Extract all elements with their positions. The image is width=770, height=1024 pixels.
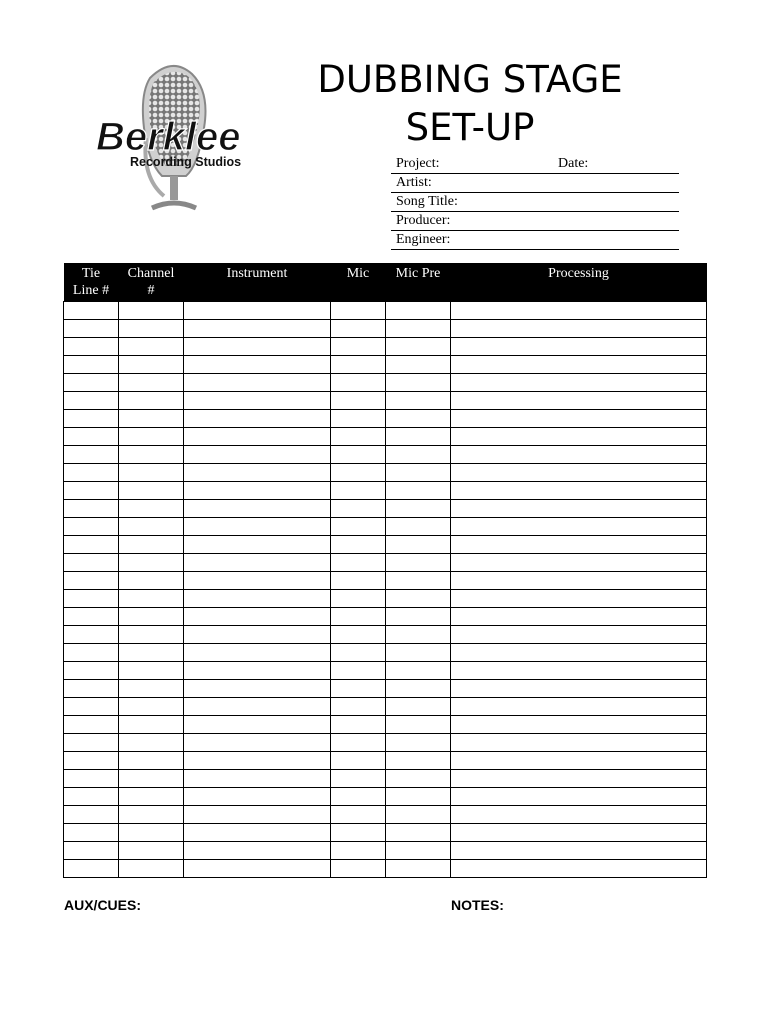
cell-mic[interactable] (331, 518, 386, 536)
cell-instrument[interactable] (184, 734, 331, 752)
table-row (64, 392, 707, 410)
cell-mic-pre[interactable] (386, 302, 451, 320)
date-label: Date: (558, 156, 589, 171)
cell-channel[interactable] (119, 464, 184, 482)
artist-field[interactable] (391, 174, 679, 193)
table-row (64, 302, 707, 320)
table-row (64, 482, 707, 500)
cell-tie-line[interactable] (64, 698, 119, 716)
cell-tie-line[interactable] (64, 572, 119, 590)
table-row (64, 518, 707, 536)
cell-instrument[interactable] (184, 590, 331, 608)
page-title (290, 56, 650, 152)
cell-mic[interactable] (331, 680, 386, 698)
cell-mic-pre[interactable] (386, 392, 451, 410)
table-row (64, 680, 707, 698)
table-row (64, 806, 707, 824)
cell-mic-pre[interactable] (386, 338, 451, 356)
cell-instrument[interactable] (184, 824, 331, 842)
cell-tie-line[interactable] (64, 428, 119, 446)
berklee-logo (92, 58, 252, 218)
table-row (64, 734, 707, 752)
cell-channel[interactable] (119, 374, 184, 392)
cell-mic[interactable] (331, 734, 386, 752)
cell-mic-pre[interactable] (386, 626, 451, 644)
cell-channel[interactable] (119, 572, 184, 590)
cell-processing[interactable] (451, 788, 707, 806)
cell-tie-line[interactable] (64, 842, 119, 860)
cell-instrument[interactable] (184, 752, 331, 770)
cell-tie-line[interactable] (64, 320, 119, 338)
cell-tie-line[interactable] (64, 680, 119, 698)
cell-mic[interactable] (331, 536, 386, 554)
project-label: Project: (396, 156, 440, 171)
cell-instrument[interactable] (184, 374, 331, 392)
cell-mic[interactable] (331, 464, 386, 482)
table-row (64, 410, 707, 428)
cell-tie-line[interactable] (64, 446, 119, 464)
cell-instrument[interactable] (184, 806, 331, 824)
cell-channel[interactable] (119, 590, 184, 608)
cell-instrument[interactable] (184, 518, 331, 536)
cell-mic[interactable] (331, 662, 386, 680)
engineer-field[interactable] (391, 231, 679, 250)
cell-tie-line[interactable] (64, 734, 119, 752)
cell-processing[interactable] (451, 608, 707, 626)
cell-instrument[interactable] (184, 356, 331, 374)
microphone-logo-graphic (92, 58, 252, 218)
table-row (64, 590, 707, 608)
cell-channel[interactable] (119, 320, 184, 338)
table-row (64, 698, 707, 716)
cell-channel[interactable] (119, 770, 184, 788)
aux-cues-label: AUX/CUES: (64, 897, 142, 913)
cell-tie-line[interactable] (64, 554, 119, 572)
cell-tie-line[interactable] (64, 410, 119, 428)
cell-channel[interactable] (119, 806, 184, 824)
cell-instrument[interactable] (184, 338, 331, 356)
cell-mic[interactable] (331, 806, 386, 824)
producer-field[interactable] (391, 212, 679, 231)
cell-mic[interactable] (331, 590, 386, 608)
cell-tie-line[interactable] (64, 500, 119, 518)
cell-tie-line[interactable] (64, 536, 119, 554)
cell-processing[interactable] (451, 392, 707, 410)
cell-processing[interactable] (451, 590, 707, 608)
table-row (64, 662, 707, 680)
cell-channel[interactable] (119, 716, 184, 734)
cell-mic-pre[interactable] (386, 518, 451, 536)
header-tie-line-text-1: Tie (81, 266, 101, 281)
cell-mic-pre[interactable] (386, 608, 451, 626)
cell-mic-pre[interactable] (386, 410, 451, 428)
cell-processing[interactable] (451, 500, 707, 518)
cell-mic-pre[interactable] (386, 464, 451, 482)
cell-processing[interactable] (451, 302, 707, 320)
table-row (64, 338, 707, 356)
table-row (64, 824, 707, 842)
cell-instrument[interactable] (184, 428, 331, 446)
table-row (64, 554, 707, 572)
cell-instrument[interactable] (184, 482, 331, 500)
cell-channel[interactable] (119, 788, 184, 806)
cell-channel[interactable] (119, 356, 184, 374)
cell-processing[interactable] (451, 860, 707, 878)
cell-instrument[interactable] (184, 320, 331, 338)
cell-tie-line[interactable] (64, 662, 119, 680)
table-row (64, 716, 707, 734)
cell-processing[interactable] (451, 644, 707, 662)
cell-channel[interactable] (119, 752, 184, 770)
cell-processing[interactable] (451, 716, 707, 734)
producer-label: Producer: (396, 213, 451, 228)
cell-channel[interactable] (119, 554, 184, 572)
table-body (64, 302, 707, 878)
cell-mic-pre[interactable] (386, 572, 451, 590)
cell-processing[interactable] (451, 680, 707, 698)
artist-label: Artist: (396, 175, 432, 190)
project-info-block (391, 155, 679, 250)
cell-channel[interactable] (119, 446, 184, 464)
cell-channel[interactable] (119, 698, 184, 716)
cell-mic[interactable] (331, 338, 386, 356)
cell-channel[interactable] (119, 428, 184, 446)
cell-instrument[interactable] (184, 698, 331, 716)
cell-channel[interactable] (119, 338, 184, 356)
cell-processing[interactable] (451, 410, 707, 428)
song-title-label: Song Title: (396, 194, 458, 209)
cell-instrument[interactable] (184, 302, 331, 320)
cell-mic-pre[interactable] (386, 806, 451, 824)
cell-instrument[interactable] (184, 536, 331, 554)
cell-mic-pre[interactable] (386, 446, 451, 464)
project-field[interactable] (391, 155, 679, 174)
table-row (64, 788, 707, 806)
cell-instrument[interactable] (184, 446, 331, 464)
cell-instrument[interactable] (184, 464, 331, 482)
header-channel (119, 263, 184, 302)
cell-instrument[interactable] (184, 680, 331, 698)
cell-mic[interactable] (331, 788, 386, 806)
cell-instrument[interactable] (184, 554, 331, 572)
table-row (64, 572, 707, 590)
cell-tie-line[interactable] (64, 590, 119, 608)
table-row (64, 374, 707, 392)
setup-table (63, 263, 707, 878)
cell-tie-line[interactable] (64, 356, 119, 374)
cell-processing[interactable] (451, 356, 707, 374)
table-row (64, 464, 707, 482)
cell-mic[interactable] (331, 626, 386, 644)
cell-tie-line[interactable] (64, 518, 119, 536)
cell-tie-line[interactable] (64, 392, 119, 410)
cell-tie-line[interactable] (64, 824, 119, 842)
title-line-2: SET-UP (405, 106, 535, 149)
header-channel-text-1: Channel (127, 266, 175, 281)
engineer-label: Engineer: (396, 232, 451, 247)
cell-mic[interactable] (331, 446, 386, 464)
cell-mic-pre[interactable] (386, 842, 451, 860)
cell-channel[interactable] (119, 536, 184, 554)
cell-instrument[interactable] (184, 410, 331, 428)
cell-mic-pre[interactable] (386, 788, 451, 806)
header-processing: Processing (451, 263, 707, 302)
header-tie-line-text-2: Line # (72, 283, 110, 298)
cell-instrument[interactable] (184, 392, 331, 410)
cell-instrument[interactable] (184, 626, 331, 644)
title-line-1: DUBBING STAGE (317, 58, 623, 101)
header-instrument: Instrument (184, 263, 331, 302)
cell-mic[interactable] (331, 752, 386, 770)
table-header-row (64, 263, 707, 302)
cell-tie-line[interactable] (64, 626, 119, 644)
cell-tie-line[interactable] (64, 770, 119, 788)
cell-mic-pre[interactable] (386, 860, 451, 878)
cell-tie-line[interactable] (64, 338, 119, 356)
cell-tie-line[interactable] (64, 482, 119, 500)
cell-tie-line[interactable] (64, 644, 119, 662)
table-row (64, 356, 707, 374)
table-row (64, 842, 707, 860)
cell-mic-pre[interactable] (386, 428, 451, 446)
header-mic-pre: Mic Pre (386, 263, 451, 302)
cell-processing[interactable] (451, 734, 707, 752)
table-row (64, 626, 707, 644)
cell-channel[interactable] (119, 860, 184, 878)
table-row (64, 536, 707, 554)
table-row (64, 428, 707, 446)
cell-mic[interactable] (331, 482, 386, 500)
logo-sub-text: Recording Studios (130, 155, 242, 169)
cell-instrument[interactable] (184, 860, 331, 878)
cell-instrument[interactable] (184, 716, 331, 734)
cell-mic-pre[interactable] (386, 536, 451, 554)
table-row (64, 608, 707, 626)
table-row (64, 770, 707, 788)
cell-mic[interactable] (331, 716, 386, 734)
cell-mic[interactable] (331, 302, 386, 320)
cell-mic[interactable] (331, 770, 386, 788)
header-tie-line (64, 263, 119, 302)
cell-mic-pre[interactable] (386, 752, 451, 770)
cell-processing[interactable] (451, 842, 707, 860)
song-title-field[interactable] (391, 193, 679, 212)
cell-tie-line[interactable] (64, 374, 119, 392)
cell-mic-pre[interactable] (386, 698, 451, 716)
cell-mic[interactable] (331, 644, 386, 662)
cell-tie-line[interactable] (64, 302, 119, 320)
cell-tie-line[interactable] (64, 716, 119, 734)
cell-channel[interactable] (119, 662, 184, 680)
header-mic: Mic (331, 263, 386, 302)
cell-tie-line[interactable] (64, 752, 119, 770)
cell-instrument[interactable] (184, 842, 331, 860)
cell-processing[interactable] (451, 752, 707, 770)
cell-channel[interactable] (119, 500, 184, 518)
cell-mic[interactable] (331, 824, 386, 842)
table-row (64, 860, 707, 878)
cell-processing[interactable] (451, 626, 707, 644)
cell-mic-pre[interactable] (386, 374, 451, 392)
cell-processing[interactable] (451, 698, 707, 716)
cell-channel[interactable] (119, 824, 184, 842)
cell-processing[interactable] (451, 572, 707, 590)
cell-tie-line[interactable] (64, 464, 119, 482)
cell-processing[interactable] (451, 482, 707, 500)
cell-channel[interactable] (119, 410, 184, 428)
cell-mic-pre[interactable] (386, 590, 451, 608)
logo-brand-text: Berklee (96, 115, 241, 159)
cell-tie-line[interactable] (64, 806, 119, 824)
cell-instrument[interactable] (184, 644, 331, 662)
cell-tie-line[interactable] (64, 860, 119, 878)
cell-mic-pre[interactable] (386, 680, 451, 698)
cell-channel[interactable] (119, 482, 184, 500)
cell-channel[interactable] (119, 392, 184, 410)
cell-instrument[interactable] (184, 572, 331, 590)
cell-channel[interactable] (119, 644, 184, 662)
table-row (64, 500, 707, 518)
cell-tie-line[interactable] (64, 788, 119, 806)
cell-mic[interactable] (331, 374, 386, 392)
cell-processing[interactable] (451, 428, 707, 446)
cell-mic-pre[interactable] (386, 662, 451, 680)
cell-mic[interactable] (331, 500, 386, 518)
cell-instrument[interactable] (184, 788, 331, 806)
cell-mic-pre[interactable] (386, 500, 451, 518)
cell-channel[interactable] (119, 734, 184, 752)
cell-mic-pre[interactable] (386, 482, 451, 500)
cell-mic[interactable] (331, 572, 386, 590)
cell-channel[interactable] (119, 842, 184, 860)
cell-mic[interactable] (331, 554, 386, 572)
cell-mic-pre[interactable] (386, 824, 451, 842)
cell-channel[interactable] (119, 626, 184, 644)
cell-mic-pre[interactable] (386, 554, 451, 572)
notes-label: NOTES: (451, 897, 504, 913)
cell-mic[interactable] (331, 698, 386, 716)
cell-mic-pre[interactable] (386, 356, 451, 374)
cell-mic-pre[interactable] (386, 734, 451, 752)
cell-channel[interactable] (119, 302, 184, 320)
cell-mic[interactable] (331, 320, 386, 338)
table-row (64, 752, 707, 770)
cell-mic[interactable] (331, 842, 386, 860)
cell-mic[interactable] (331, 608, 386, 626)
cell-processing[interactable] (451, 320, 707, 338)
cell-mic[interactable] (331, 410, 386, 428)
cell-processing[interactable] (451, 824, 707, 842)
cell-channel[interactable] (119, 608, 184, 626)
cell-processing[interactable] (451, 536, 707, 554)
cell-instrument[interactable] (184, 770, 331, 788)
cell-channel[interactable] (119, 680, 184, 698)
cell-mic-pre[interactable] (386, 644, 451, 662)
cell-mic[interactable] (331, 356, 386, 374)
cell-channel[interactable] (119, 518, 184, 536)
cell-mic-pre[interactable] (386, 770, 451, 788)
cell-mic[interactable] (331, 860, 386, 878)
cell-instrument[interactable] (184, 662, 331, 680)
cell-processing[interactable] (451, 374, 707, 392)
cell-processing[interactable] (451, 806, 707, 824)
cell-processing[interactable] (451, 554, 707, 572)
table-row (64, 446, 707, 464)
cell-processing[interactable] (451, 338, 707, 356)
cell-mic-pre[interactable] (386, 320, 451, 338)
cell-instrument[interactable] (184, 500, 331, 518)
cell-processing[interactable] (451, 770, 707, 788)
cell-processing[interactable] (451, 518, 707, 536)
header-channel-text-2: # (147, 283, 155, 298)
cell-instrument[interactable] (184, 608, 331, 626)
cell-processing[interactable] (451, 464, 707, 482)
cell-processing[interactable] (451, 446, 707, 464)
cell-tie-line[interactable] (64, 608, 119, 626)
table-row (64, 644, 707, 662)
cell-mic[interactable] (331, 428, 386, 446)
cell-mic[interactable] (331, 392, 386, 410)
table-row (64, 320, 707, 338)
cell-mic-pre[interactable] (386, 716, 451, 734)
cell-processing[interactable] (451, 662, 707, 680)
